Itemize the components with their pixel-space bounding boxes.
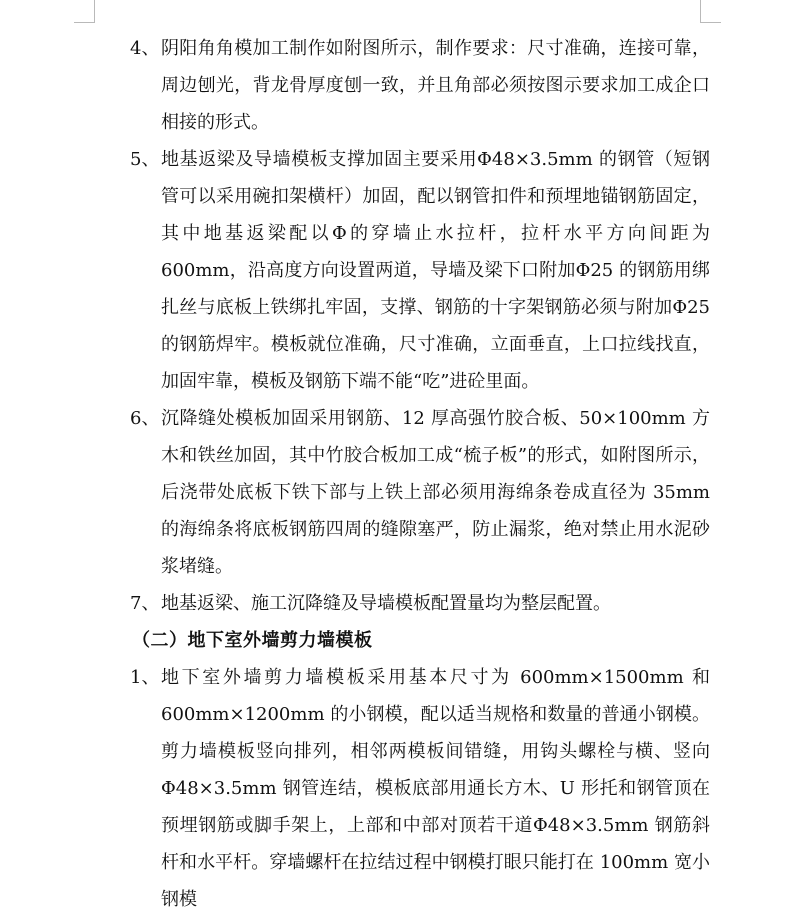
list-item-text: 地基返梁及导墙模板支撑加固主要采用Φ48×3.5mm 的钢管（短钢管可以采用碗扣架横杆）加固，配以钢管扣件和预埋地锚钢筋固定，其中地基返梁配以Φ的穿墙止水拉杆，拉杆水平方向间距为 600mm，沿高度方向设置两道，导墙及梁下口附加Φ25 的钢筋用绑扎丝与底板上铁绑扎牢固，支撑、钢筋的十字架钢筋必须与附加Φ25 的钢筋焊牢。模板就位准确，尺寸准确，立面垂直，上口拉线找直，加固牢靠，模板及钢筋下端不能“吃”进砼里面。	[161, 149, 710, 392]
page-corner-mark-left	[74, 0, 95, 23]
list-item-7	[130, 585, 710, 622]
list-item-number: 4、	[130, 38, 160, 59]
section-heading: （二）地下室外墙剪力墙模板	[132, 630, 373, 651]
page-corner-mark-right	[700, 0, 721, 23]
document-body	[0, 30, 796, 918]
list-item-text: 沉降缝处模板加固采用钢筋、12 厚高强竹胶合板、50×100mm 方木和铁丝加固，其中竹胶合板加工成“梳子板”的形式，如附图所示，后浇带处底板下铁下部与上铁上部必须用海绵条卷成直径为 35mm 的海绵条将底板钢筋四周的缝隙塞严，防止漏浆，绝对禁止用水泥砂浆堵缝。	[161, 408, 710, 577]
list-item-1	[130, 659, 710, 918]
list-item-text: 地下室外墙剪力墙模板采用基本尺寸为 600mm×1500mm 和 600mm×1200mm 的小钢模，配以适当规格和数量的普通小钢模。剪力墙模板竖向排列，相邻两模板间错缝，用钩头螺栓与横、竖向Φ48×3.5mm 钢管连结，模板底部用通长方木、U 形托和钢管顶在预埋钢筋或脚手架上，上部和中部对顶若干道Φ48×3.5mm 钢筋斜杆和水平杆。穿墙螺杆在拉结过程中钢模打眼只能打在 100mm 宽小钢模	[161, 667, 710, 910]
list-item-number: 5、	[130, 149, 160, 170]
list-item-6	[130, 400, 710, 585]
list-item-number: 1、	[130, 667, 160, 688]
list-item-number: 6、	[130, 408, 160, 429]
list-item-text: 阴阳角角模加工制作如附图所示，制作要求：尺寸准确，连接可靠，周边刨光，背龙骨厚度刨一致，并且角部必须按图示要求加工成企口相接的形式。	[161, 38, 710, 133]
list-item-5	[130, 141, 710, 400]
list-item-text: 地基返梁、施工沉降缝及导墙模板配置量均为整层配置。	[161, 593, 611, 614]
list-item-number: 7、	[130, 593, 160, 614]
list-item-4	[130, 30, 710, 141]
